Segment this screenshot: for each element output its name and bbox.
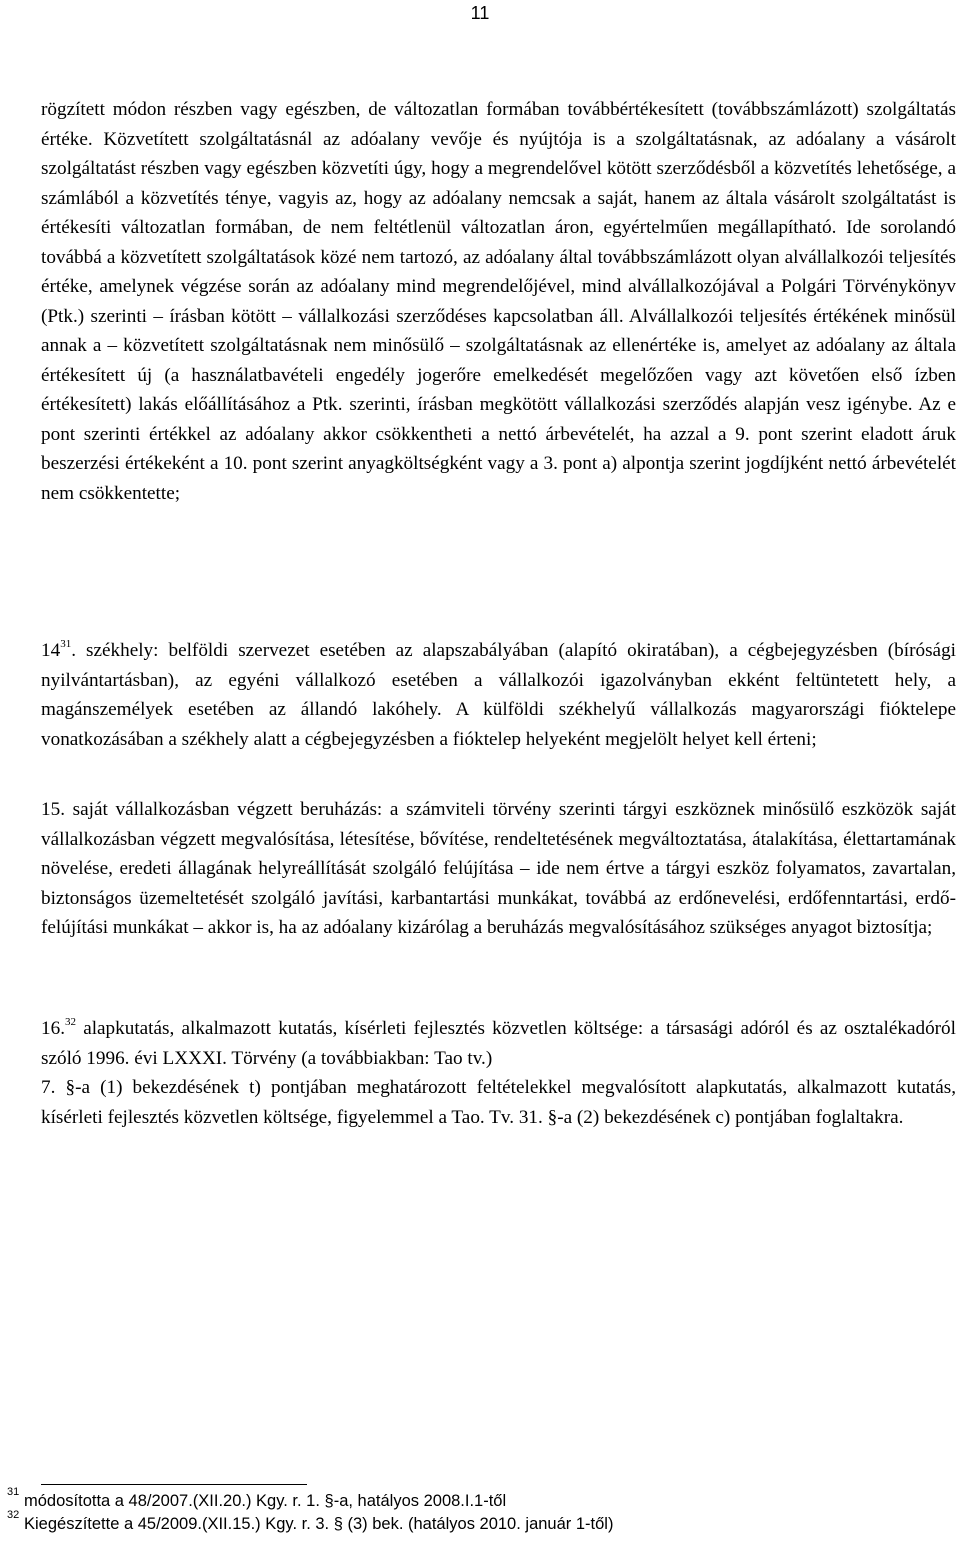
footnote-31 xyxy=(7,1486,947,1513)
paragraph-number: 16. xyxy=(41,1018,65,1039)
page-number: 11 xyxy=(470,3,490,23)
footnote-ref-32: 32 xyxy=(64,1016,76,1028)
paragraph-text: 15. saját vállalkozásban végzett beruházás: a számviteli törvény szerinti tárgyi eszköznek minősülő eszközök saját vállalkozásban végzett megvalósítása, létesítése, bővítése, rendeltetésének megváltoztatása, átalakítása, élettartamának növelése, eredeti állagának helyreállítását szolgáló felújítása – ide nem értve a tárgyi eszköz folyamatos, zavartalan, biztonságos üzemeltetését szolgáló javítási, karbantartási munkákat, továbbá az erdőnevelési, erdőfenntartási, erdő-felújítási munkákat – akkor is, ha az adóalany kizárólag a beruházás megvalósításához szükséges anyagot biztosítja; xyxy=(41,799,956,938)
paragraph-text: . székhely: belföldi szervezet esetében az alapszabályában (alapító okiratában), a cégbejegyzésben (bírósági nyilvántartásban), az egyéni vállalkozó esetében a vállalkozói igazolványban ekként feltüntetett hely, a magánszemélyek esetében az állandó lakóhely. A külföldi székhelyű vállalkozás magyarországi fióktelepe vonatkozásában a székhely alatt a cégbejegyzésben a fióktelep helyeként megjelölt helyet kell érteni; xyxy=(41,640,956,750)
paragraph-text: alapkutatás, alkalmazott kutatás, kísérleti fejlesztés közvetlen költsége: a társasági adóról és az osztalékadóról szóló 1996. évi LXXXI. Törvény (a továbbiakban: Tao tv.) xyxy=(41,1018,956,1069)
paragraph-16-research-costs xyxy=(41,1014,956,1132)
paragraph-14-registered-office xyxy=(41,636,956,754)
paragraph-continuation: 7. §-a (1) bekezdésének t) pontjában meghatározott feltételekkel megvalósított alapkutatás, alkalmazott kutatás, kísérleti fejlesztés közvetlen költsége, figyelemmel a Tao. Tv. 31. §-a (2) bekezdésének c) pontjában foglaltakra. xyxy=(41,1077,956,1128)
paragraph-text: rögzített módon részben vagy egészben, de változatlan formában továbbértékesített (továbbszámlázott) szolgáltatás értéke. Közvetített szolgáltatásnál az adóalany vevője és nyújtója is a szolgáltatásnak, az adóalany a vásárolt szolgáltatást részben vagy egészben közvetíti úgy, hogy a megrendelővel kötött szerződésből a közvetítés lehetősége, a számlából a közvetítés ténye, vagyis az, hogy az adóalany nemcsak a saját, hanem az általa vásárolt szolgáltatást is értékesíti változatlan formában, de nem feltétlenül változatlan áron, egyértelműen megállapítható. Ide sorolandó továbbá a közvetített szolgáltatások közé nem tartozó, az adóalany által továbbszámlázott olyan alvállalkozói teljesítés értéke, amelynek végzése során az adóalany mind megrendelőjével, mind alvállalkozójával a Polgári Törvénykönyv (Ptk.) szerinti – írásban kötött – vállalkozási szerződéses kapcsolatban áll. Alvállalkozói teljesítés értékének minősül annak a – közvetített szolgáltatásnak nem minősülő – szolgáltatásnak az ellenértéke is, amelyet az adóalany az általa értékesített új (a használatbavételi engedély jogerőre emelkedését megelőzően vagy azt követően első ízben értékesített) lakás előállításához a Ptk. szerinti, írásban megkötött vállalkozási szerződés alapján vesz igénybe. Az e pont szerinti értékkel az adóalany akkor csökkentheti a nettó árbevételét, ha azzal a 9. pont szerint eladott áruk beszerzési értékeként a 10. pont szerint anyagköltségként vagy a 3. pont a) alpontja szerint jogdíjként nettó árbevételét nem csökkentette; xyxy=(41,99,956,504)
footnotes xyxy=(7,1486,947,1536)
paragraph-intermediated-services xyxy=(41,95,956,508)
footnote-32 xyxy=(7,1509,947,1536)
paragraph-number: 14 xyxy=(41,640,61,661)
paragraph-15-own-investment xyxy=(41,795,956,943)
footnote-separator xyxy=(41,1484,307,1485)
footnote-number: 32 xyxy=(7,1509,20,1521)
footnote-text: módosította a 48/2007.(XII.20.) Kgy. r. 1. §-a, hatályos 2008.I.1-től xyxy=(24,1492,507,1510)
footnote-text: Kiegészítette a 45/2009.(XII.15.) Kgy. r. 3. § (3) bek. (hatályos 2010. január 1-től) xyxy=(24,1515,614,1533)
footnote-ref-31: 31 xyxy=(60,638,72,650)
footnote-number: 31 xyxy=(7,1486,20,1498)
